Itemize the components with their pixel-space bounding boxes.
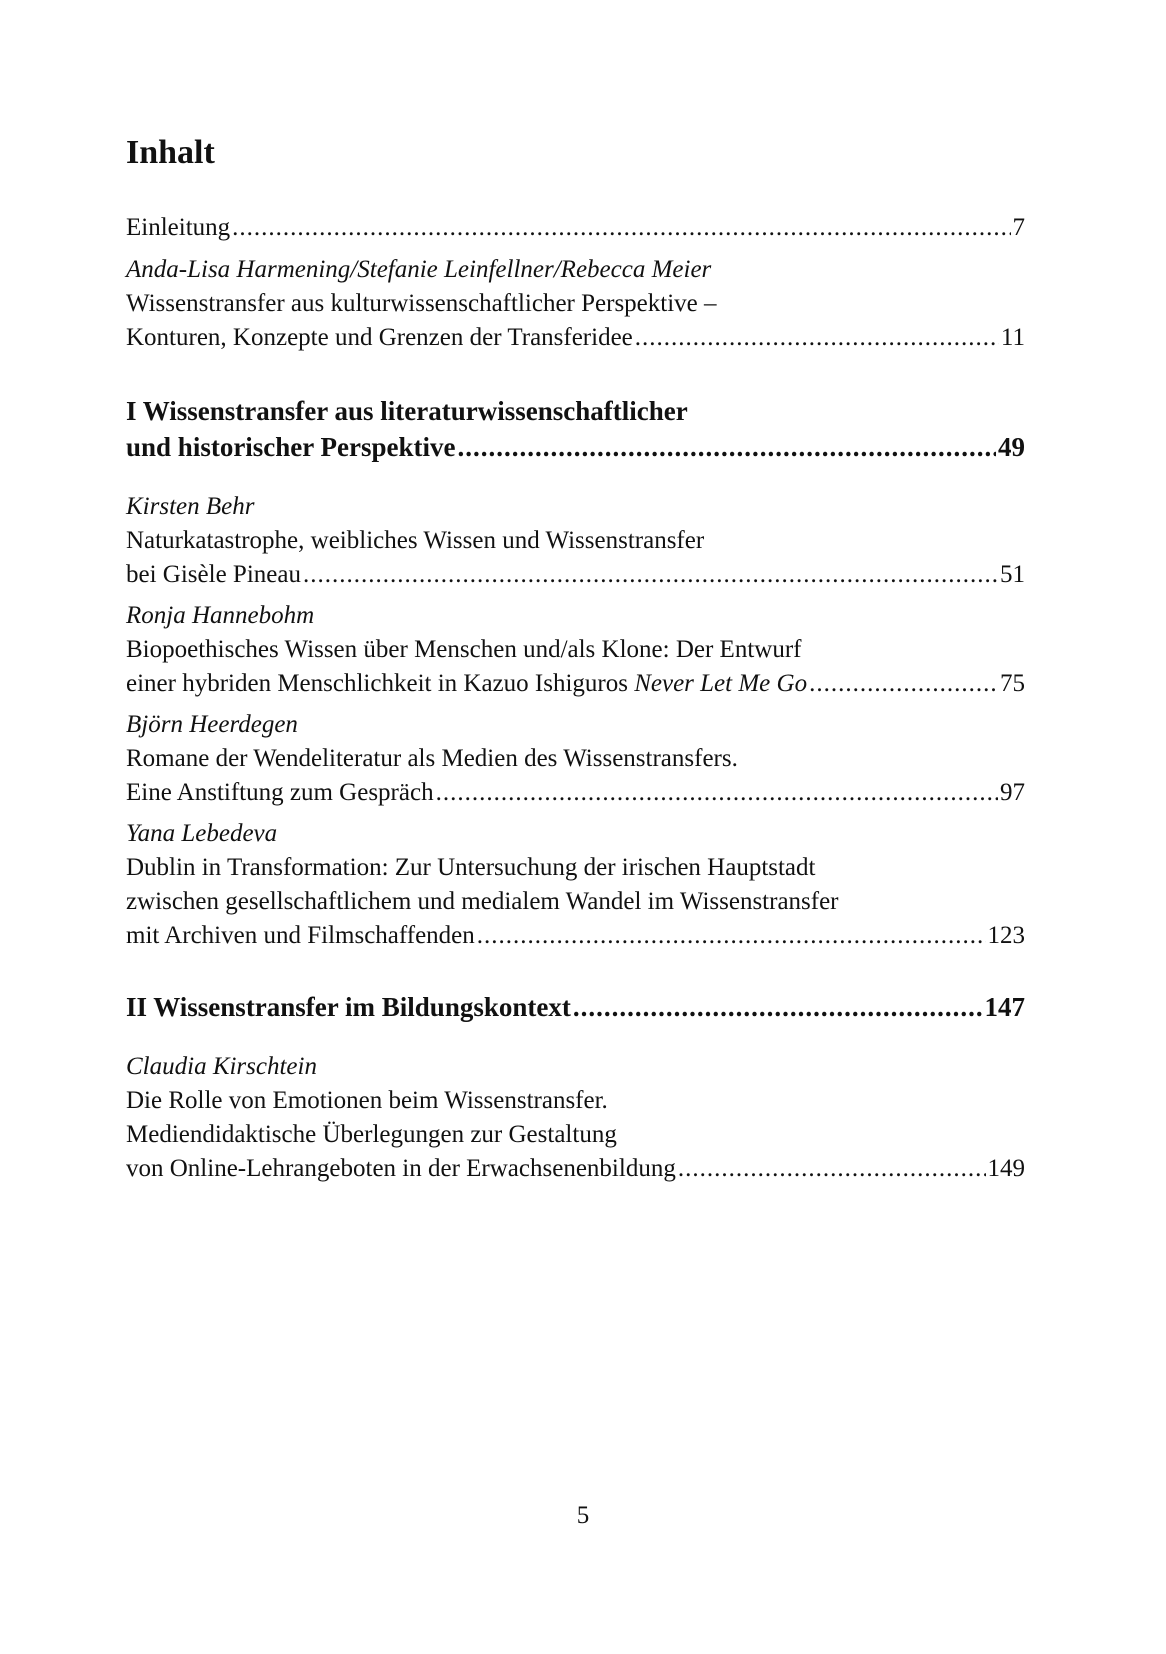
dot-leader xyxy=(436,776,998,810)
entry-title: Biopoethisches Wissen über Menschen und/als Klone: Der Entwurf xyxy=(126,636,802,663)
entry-author: Claudia Kirschtein xyxy=(126,1053,317,1080)
section-title: II Wissenstransfer im Bildungskontext xyxy=(126,992,571,1022)
work-title: Never Let Me Go xyxy=(634,670,808,697)
section-page: 147 xyxy=(984,992,1025,1022)
dot-leader xyxy=(458,430,997,464)
entry-page: 75 xyxy=(1000,670,1025,697)
entry-page: 7 xyxy=(1012,214,1025,241)
entry-title: Wissenstransfer aus kulturwissenschaftlicher Perspektive – xyxy=(126,290,717,317)
entry-page: 11 xyxy=(1000,324,1025,351)
entry-author: Yana Lebedeva xyxy=(126,820,278,847)
entry-title: Romane der Wendeliteratur als Medien des Wissenstransfers. xyxy=(126,745,738,772)
entry-title: Konturen, Konzepte und Grenzen der Transferidee xyxy=(126,324,633,351)
toc-entry-harmening[interactable] xyxy=(126,321,1025,355)
dot-leader xyxy=(635,321,999,355)
toc-section-1[interactable] xyxy=(126,430,1025,464)
page-title: Inhalt xyxy=(126,134,215,171)
section-title: und historischer Perspektive xyxy=(126,432,456,462)
entry-title: mit Archiven und Filmschaffenden xyxy=(126,922,475,949)
toc-entry-kirschtein[interactable] xyxy=(126,1152,1025,1186)
dot-leader xyxy=(809,667,998,701)
entry-title: einer hybriden Menschlichkeit in Kazuo Ishiguros Never Let Me Go xyxy=(126,670,808,697)
entry-title: Mediendidaktische Überlegungen zur Gestaltung xyxy=(126,1121,617,1148)
entry-title: von Online-Lehrangeboten in der Erwachsenenbildung xyxy=(126,1155,676,1182)
entry-title: Eine Anstiftung zum Gespräch xyxy=(126,779,434,806)
entry-author: Kirsten Behr xyxy=(126,493,255,520)
entry-page: 149 xyxy=(987,1155,1025,1182)
entry-title: Einleitung xyxy=(126,214,231,241)
page-number: 5 xyxy=(576,1502,590,1529)
entry-title: Die Rolle von Emotionen beim Wissenstransfer. xyxy=(126,1087,608,1114)
section-heading: I Wissenstransfer aus literaturwissenschaftlicher xyxy=(126,396,688,426)
entry-author: Björn Heerdegen xyxy=(126,711,298,738)
entry-title: Naturkatastrophe, weibliches Wissen und Wissenstransfer xyxy=(126,527,705,554)
toc-entry-heerdegen[interactable] xyxy=(126,776,1025,810)
entry-author: Anda-Lisa Harmening/Stefanie Leinfellner/Rebecca Meier xyxy=(126,256,712,283)
dot-leader xyxy=(303,558,998,592)
dot-leader xyxy=(678,1152,986,1186)
toc-entry-behr[interactable] xyxy=(126,558,1025,592)
entry-page: 97 xyxy=(1000,779,1025,806)
toc-entry-introduction[interactable] xyxy=(126,211,1025,245)
section-page: 49 xyxy=(998,432,1025,462)
toc-section-2[interactable] xyxy=(126,990,1025,1024)
entry-page: 51 xyxy=(1000,561,1025,588)
toc-entry-hannebohm[interactable] xyxy=(126,667,1025,701)
entry-author: Ronja Hannebohm xyxy=(126,602,315,629)
dot-leader xyxy=(232,211,1010,245)
dot-leader xyxy=(477,919,986,953)
dot-leader xyxy=(573,990,983,1024)
entry-title: zwischen gesellschaftlichem und medialem Wandel im Wissenstransfer xyxy=(126,888,839,915)
entry-title: bei Gisèle Pineau xyxy=(126,561,301,588)
entry-title: Dublin in Transformation: Zur Untersuchung der irischen Hauptstadt xyxy=(126,854,816,881)
entry-page: 123 xyxy=(987,922,1025,949)
toc-entry-lebedeva[interactable] xyxy=(126,919,1025,953)
